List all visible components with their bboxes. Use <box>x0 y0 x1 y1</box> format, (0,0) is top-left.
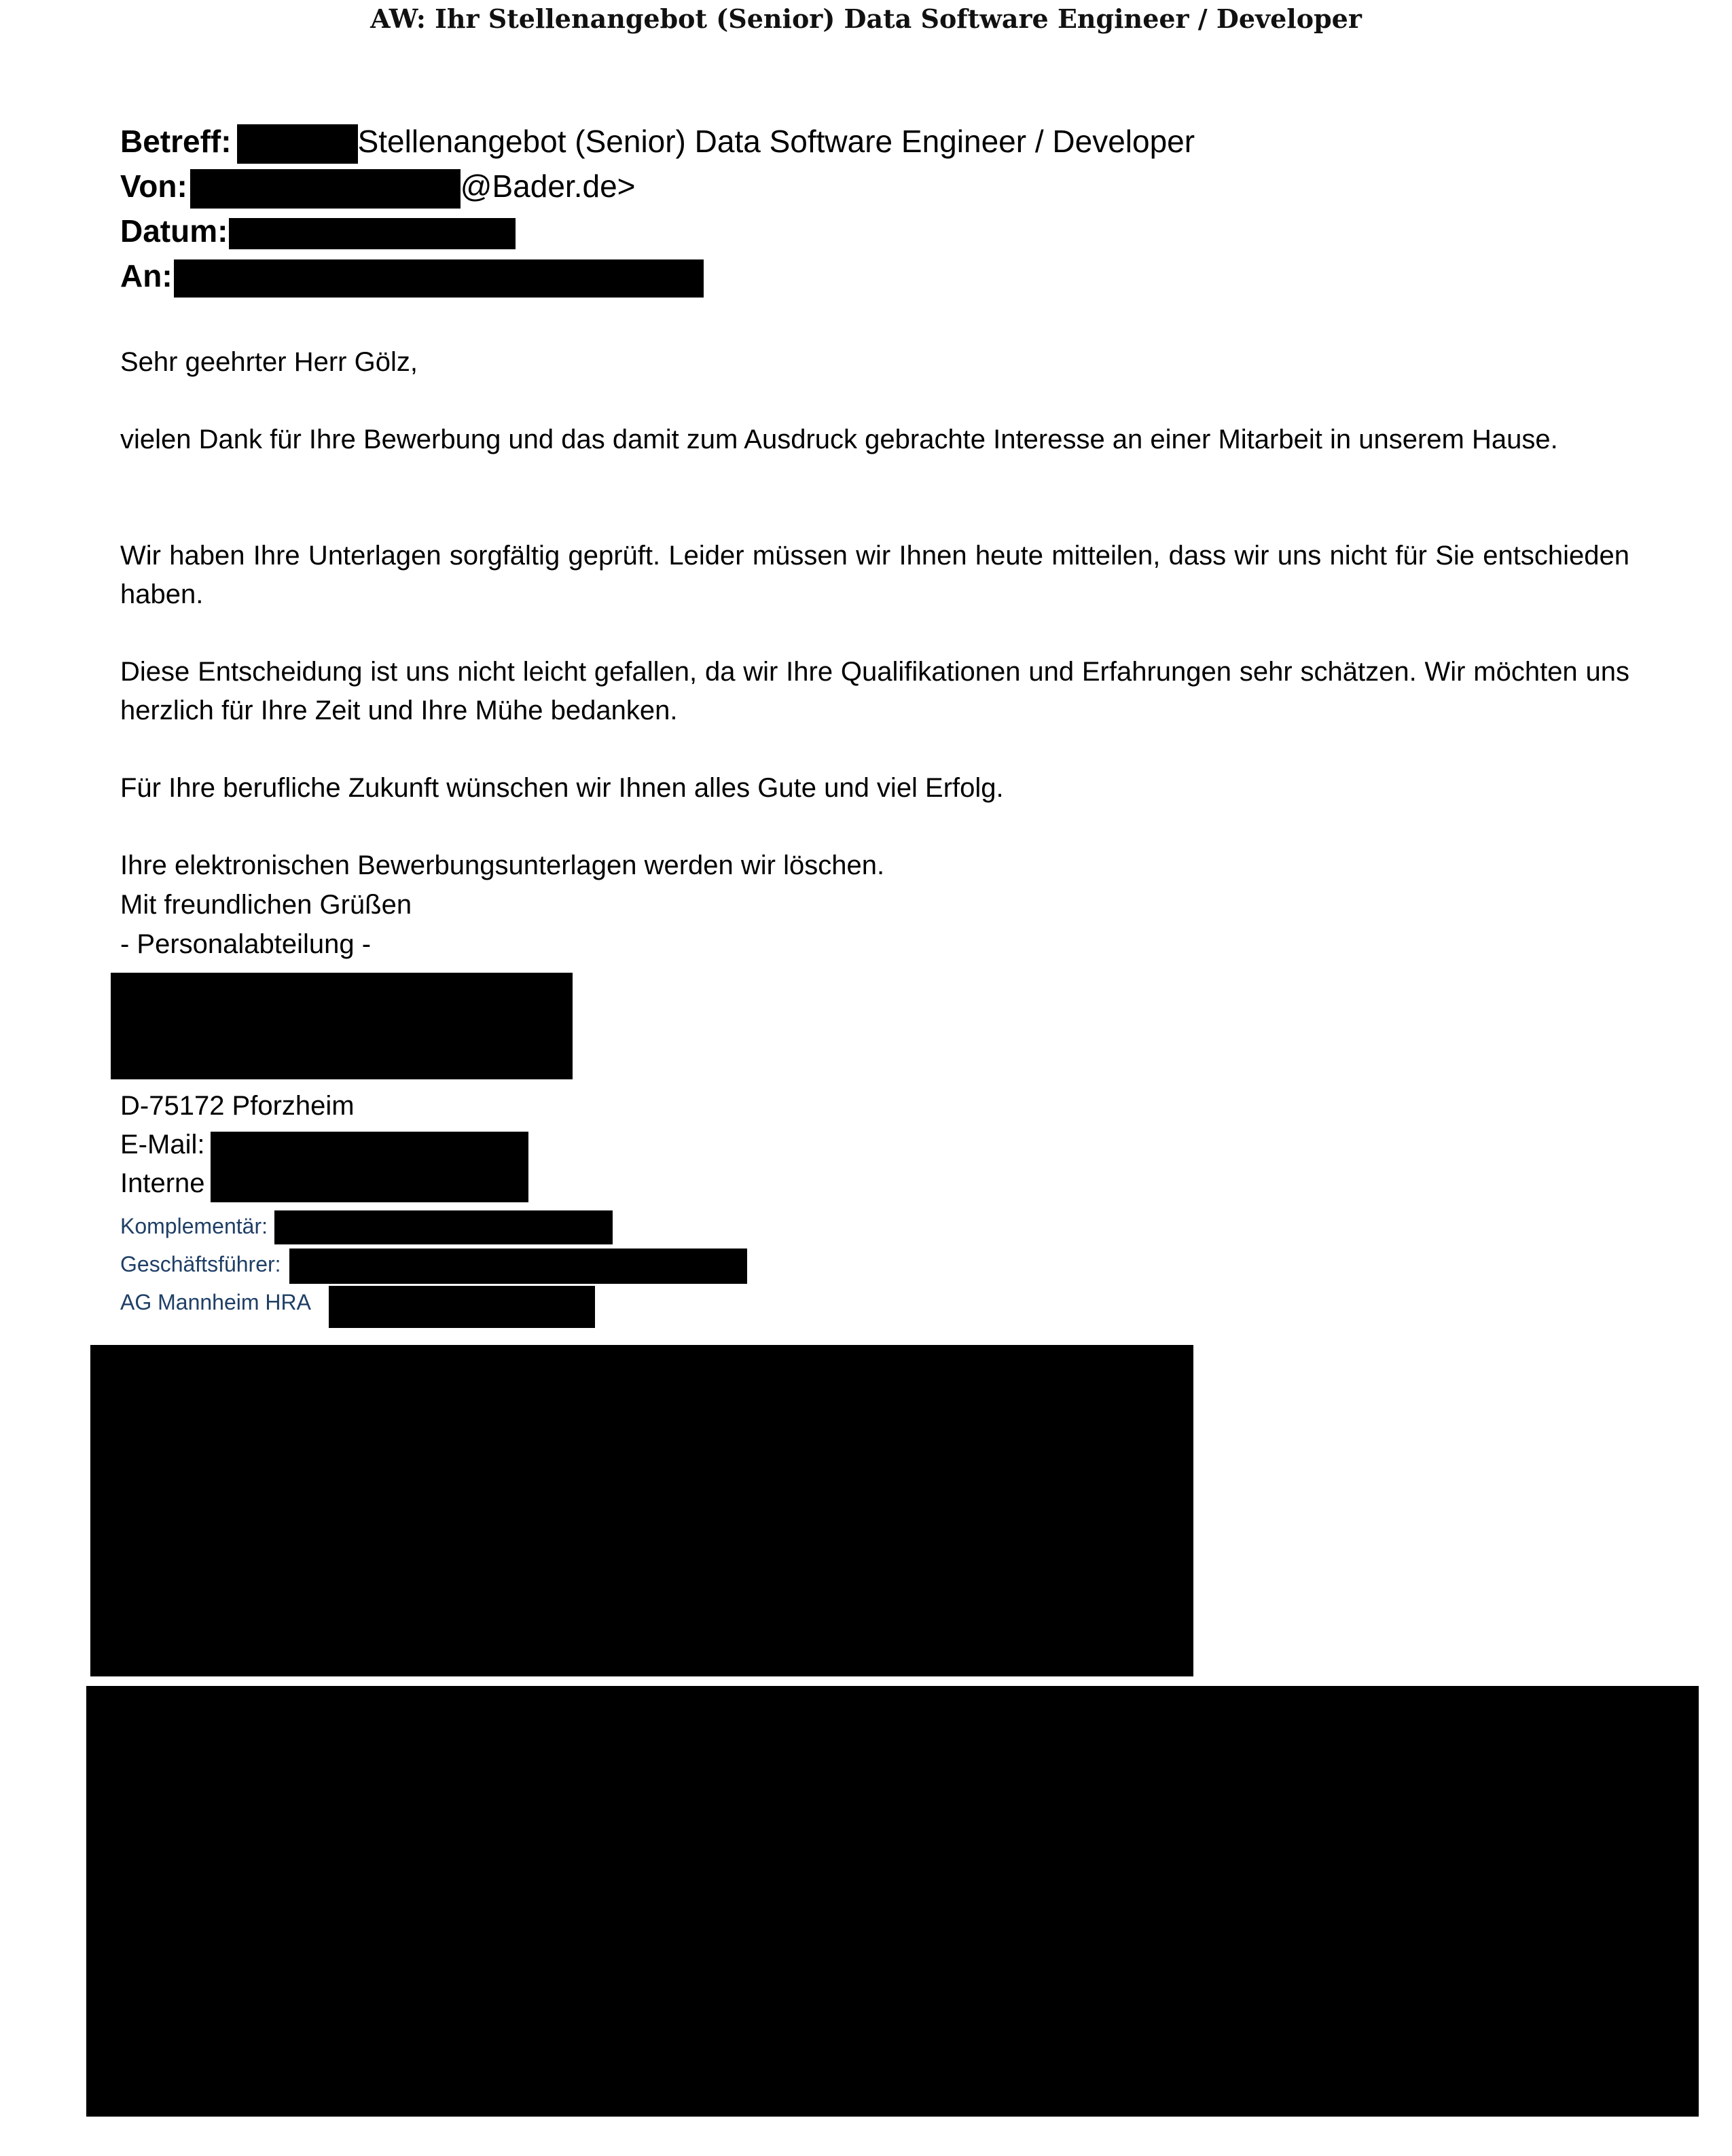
from-line <box>120 164 1195 209</box>
paragraph-decision: Wir haben Ihre Unterlagen sorgfältig geprüft. Leider müssen wir Ihnen heute mitteilen, dass wir uns nicht für Sie entschieden haben. <box>120 541 1629 609</box>
closing-greeting: Mit freundlichen Grüßen <box>120 890 412 920</box>
subject-value: Stellenangebot (Senior) Data Software Engineer / Developer <box>357 124 1195 159</box>
from-value: @Bader.de> <box>460 168 636 204</box>
redaction-block <box>229 218 516 249</box>
paragraph-wishes: Für Ihre berufliche Zukunft wünschen wir Ihnen alles Gute und viel Erfolg. <box>120 773 1004 803</box>
redaction-block <box>289 1248 747 1284</box>
email-label: E-Mail: <box>120 1130 205 1160</box>
redaction-block <box>274 1210 613 1244</box>
date-label: Datum: <box>120 213 228 249</box>
date-line <box>120 209 1195 253</box>
document-title: AW: Ihr Stellenangebot (Senior) Data Software Engineer / Developer <box>370 3 1362 34</box>
redaction-block <box>329 1286 595 1328</box>
internet-label: Interne <box>120 1168 205 1198</box>
register-line <box>120 1284 311 1320</box>
from-label: Von: <box>120 168 187 204</box>
partner-line <box>120 1208 268 1244</box>
signature-city: D-75172 Pforzheim <box>120 1091 355 1121</box>
department-signature: - Personalabteilung - <box>120 929 372 959</box>
ceo-label: Geschäftsführer: <box>120 1252 281 1276</box>
redaction-block <box>174 259 704 298</box>
signature-internet-line <box>120 1164 205 1203</box>
redaction-block <box>211 1132 528 1202</box>
ceo-line <box>120 1246 281 1282</box>
redaction-block <box>237 124 358 164</box>
to-line <box>120 253 1195 298</box>
redaction-block <box>111 973 573 1079</box>
signature-email-line <box>120 1126 204 1164</box>
redaction-block <box>190 169 461 209</box>
deletion-note: Ihre elektronischen Bewerbungsunterlagen werden wir löschen. <box>120 850 885 880</box>
partner-label: Komplementär: <box>120 1214 268 1238</box>
redaction-block <box>90 1345 1193 1676</box>
register-label: AG Mannheim HRA <box>120 1290 311 1314</box>
salutation: Sehr geehrter Herr Gölz, <box>120 347 418 377</box>
email-header <box>120 119 1195 298</box>
to-label: An: <box>120 258 173 293</box>
paragraph-appreciation: Diese Entscheidung ist uns nicht leicht gefallen, da wir Ihre Qualifikationen und Erfahrungen sehr schätzen. Wir möchten uns herzlich für Ihre Zeit und Ihre Mühe bedanken. <box>120 657 1629 725</box>
subject-label: Betreff: <box>120 124 232 159</box>
subject-line <box>120 119 1195 164</box>
paragraph-thanks: vielen Dank für Ihre Bewerbung und das damit zum Ausdruck gebrachte Interesse an einer Mitarbeit in unserem Hause. <box>120 425 1558 454</box>
redaction-block <box>86 1686 1699 2117</box>
